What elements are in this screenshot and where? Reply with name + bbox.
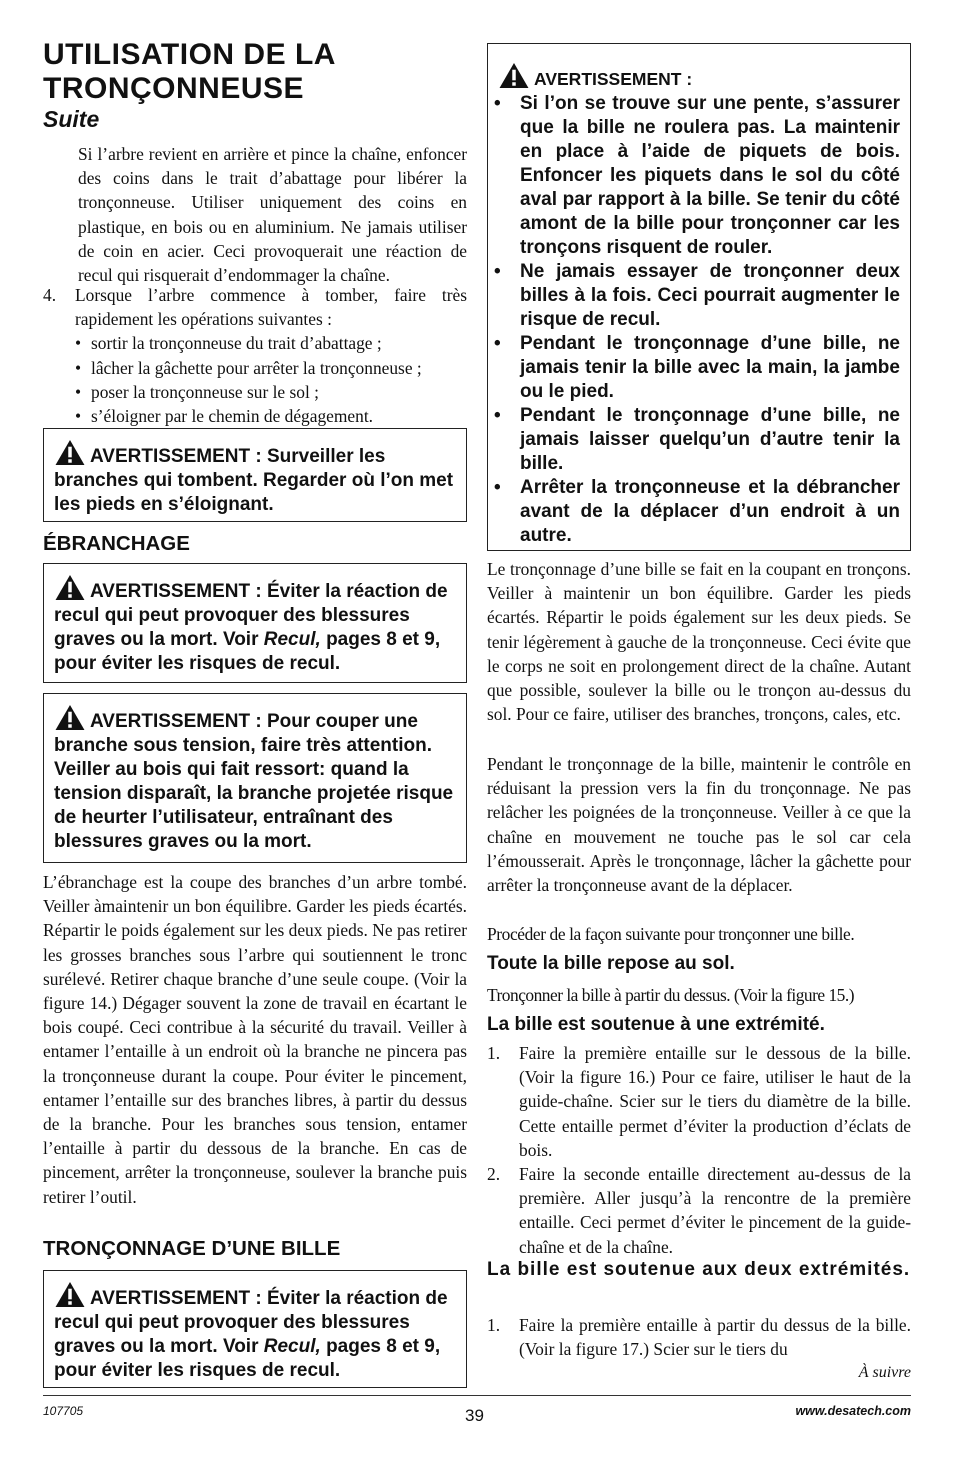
list-item: • s’éloigner par le chemin de dégagement. — [75, 406, 373, 427]
on-ground-paragraph: Tronçonner la bille à partir du dessus. (Voir la figure 15.) — [487, 985, 855, 1005]
bucking-paragraph-2: Pendant le tronçonnage de la bille, maintenir le contrôle en réduisant la pression vers la fin du tronçonnage. Ne pas relâcher les poignées de la tronçonneuse. Veiller à ce que la chaîne en mouvement ne touche pas le sol car cela l’émousserait. Après le tronçonnage, lâcher la gâchette pour arrêter la tronçonneuse avant de la déplacer. — [487, 754, 911, 896]
subheading-on-ground: Toute la bille repose au sol. — [487, 953, 735, 974]
warning-icon — [498, 62, 530, 89]
footer-divider — [43, 1395, 911, 1396]
warning-box-falling-branches: AVERTISSEMENT : Surveiller les branches qui tombent. Regarder où l’on met les pieds en s’éloignant. — [43, 428, 467, 522]
both-ends-steps — [487, 1313, 911, 1361]
list-item: • Si l’on se trouve sur une pente, s’assurer que la bille ne roulera pas. La maintenir en place à l’aide de piquets de bois. Enfoncer les piquets dans le sol du côté aval par rapport à la bille. Se tenir du côté amont de la bille pour tronçonner car les tronçons risquent de rouler. — [494, 93, 900, 258]
step-4: 4. Lorsque l’arbre commence à tomber, faire très rapidement les opérations suivantes : • sortir la tronçonneuse du trait d’abattage ; • lâcher la gâchette pour arrêter la tronçonneuse ; • poser la tronçonneuse sur le sol ; • s’éloigner par le chemin de dégagement. — [43, 283, 467, 428]
list-item: • sortir la tronçonneuse du trait d’abattage ; — [75, 333, 382, 354]
page-subtitle: Suite — [43, 106, 100, 132]
list-item: • Arrêter la tronçonneuse et la débrancher avant de la déplacer d’un endroit à un autre. — [494, 477, 900, 546]
warning-icon — [54, 439, 86, 466]
list-item: 1. Faire la première entaille à partir du dessus de la bille. (Voir la figure 17.) Scier sur le tiers du — [487, 1315, 911, 1360]
list-item: • poser la tronçonneuse sur le sol ; — [75, 381, 319, 402]
warning-title: AVERTISSEMENT : — [498, 62, 900, 92]
one-end-steps — [487, 1041, 911, 1259]
document-number: 107705 — [43, 1404, 84, 1418]
continued-label: À suivre — [858, 1364, 911, 1381]
website-link[interactable]: www.desatech.com — [795, 1404, 911, 1418]
warning-icon — [54, 574, 86, 601]
list-item: 1. Faire la première entaille sur le dessous de la bille. (Voir la figure 16.) Pour ce faire, utiliser le haut de la guide-chaîne. Scier sur le tiers du diamètre de la bille. Cette entaille permet d’éviter la production d’éclats de bois. — [487, 1043, 911, 1160]
list-item: • Pendant le tronçonnage d’une bille, ne jamais tenir la bille avec la main, la jambe ou le pied. — [494, 333, 900, 402]
subheading-both-ends: La bille est soutenue aux deux extrémités. — [487, 1259, 911, 1280]
warning-box-kickback-2: AVERTISSEMENT : Éviter la réaction de recul qui peut provoquer des blessures graves ou la mort. Voir Recul, pages 8 et 9, pour éviter les risques de recul. — [43, 1270, 467, 1388]
warning-icon — [54, 704, 86, 731]
list-item: • Ne jamais essayer de tronçonner deux billes à la fois. Ceci pourrait augmenter le risque de recul. — [494, 261, 900, 330]
warning-icon — [54, 1281, 86, 1308]
list-item: • Pendant le tronçonnage d’une bille, ne jamais laisser quelqu’un d’autre tenir la bille. — [494, 405, 900, 474]
section-heading-tronconnage: TRONÇONNAGE D’UNE BILLE — [43, 1237, 341, 1260]
ebranchage-paragraph: L’ébranchage est la coupe des branches d’un arbre tombé. Veiller àmaintenir un bon équilibre. Garder les pieds écartés. Répartir le poids également sur les deux pieds. Ne pas retirer les grosses branches sous l’arbre qui soutiennent le tronc surélevé. Retirer chaque branche d’une seule coupe. (Voir la figure 14.) Dégager souvent la zone de travail en écartant le bois coupé. Ceci contribue à la sécurité du travail. Veiller à entamer l’entaille à un endroit où la branche ne pincera pas la tronçonneuse durant la coupe. Pour éviter le pincement, entamer l’entaille sur des branches libres, à partir du dessus de la branche. Pour les branches sous tension, entamer l’entaille à partir du dessous de la branche. En cas de pincement, arrêter la tronçonneuse, soulever la branche puis retirer l’outil. — [43, 872, 467, 1207]
section-heading-ebranchage: ÉBRANCHAGE — [43, 532, 190, 555]
warning-box-kickback: AVERTISSEMENT : Éviter la réaction de recul qui peut provoquer des blessures graves ou la mort. Voir Recul, pages 8 et 9, pour éviter les risques de recul. — [43, 563, 467, 683]
warning-box-tension-branch: AVERTISSEMENT : Pour couper une branche sous tension, faire très attention. Veiller au bois qui fait ressort: quand la tension disparaît, la branche projetée risque de heurter l’utilisateur, entraînant des blessures graves ou la mort. — [43, 693, 467, 863]
warning-list — [492, 92, 900, 548]
intro-paragraph: Si l’arbre revient en arrière et pince la chaîne, enfoncer des coins dans le trait d’abattage pour libérer la tronçonneuse. Utiliser uniquement des coins en plastique, en bois ou en aluminium. Ne jamais utiliser de coin en acier. Ceci provoquerait une réaction de recul qui risquerait d’endommager la chaîne. — [78, 144, 467, 286]
list-item: • lâcher la gâchette pour arrêter la tronçonneuse ; — [75, 357, 422, 378]
page-number: 39 — [465, 1406, 484, 1425]
page-title: UTILISATION DE LA TRONÇONNEUSE — [43, 38, 336, 105]
bucking-paragraph-3: Procéder de la façon suivante pour tronçonner une bille. — [487, 924, 855, 944]
list-item: 2. Faire la seconde entaille directement au-dessus de la première. Aller jusqu’à la rencontre de la première entaille. Ceci permet d’éviter le pincement de la guide-chaîne et de la chaîne. — [487, 1164, 911, 1257]
subheading-one-end: La bille est soutenue à une extrémité. — [487, 1014, 825, 1035]
bucking-paragraph-1: Le tronçonnage d’une bille se fait en la coupant en tronçons. Veiller à maintenir un bon équilibre. Garder les pieds écartés. Répartir le poids également sur les deux pieds. Se tenir légèrement à gauche de la tronçonneuse. Ceci évite que le corps ne soit en prolongement direct de la chaîne. Autant que possible, soulever la bille ou le tronçon au-dessus du sol. Pour ce faire, utiliser des branches, tronçons, cales, etc. — [487, 559, 911, 725]
warning-box-bucking — [487, 43, 911, 551]
step-4-list — [75, 331, 467, 428]
